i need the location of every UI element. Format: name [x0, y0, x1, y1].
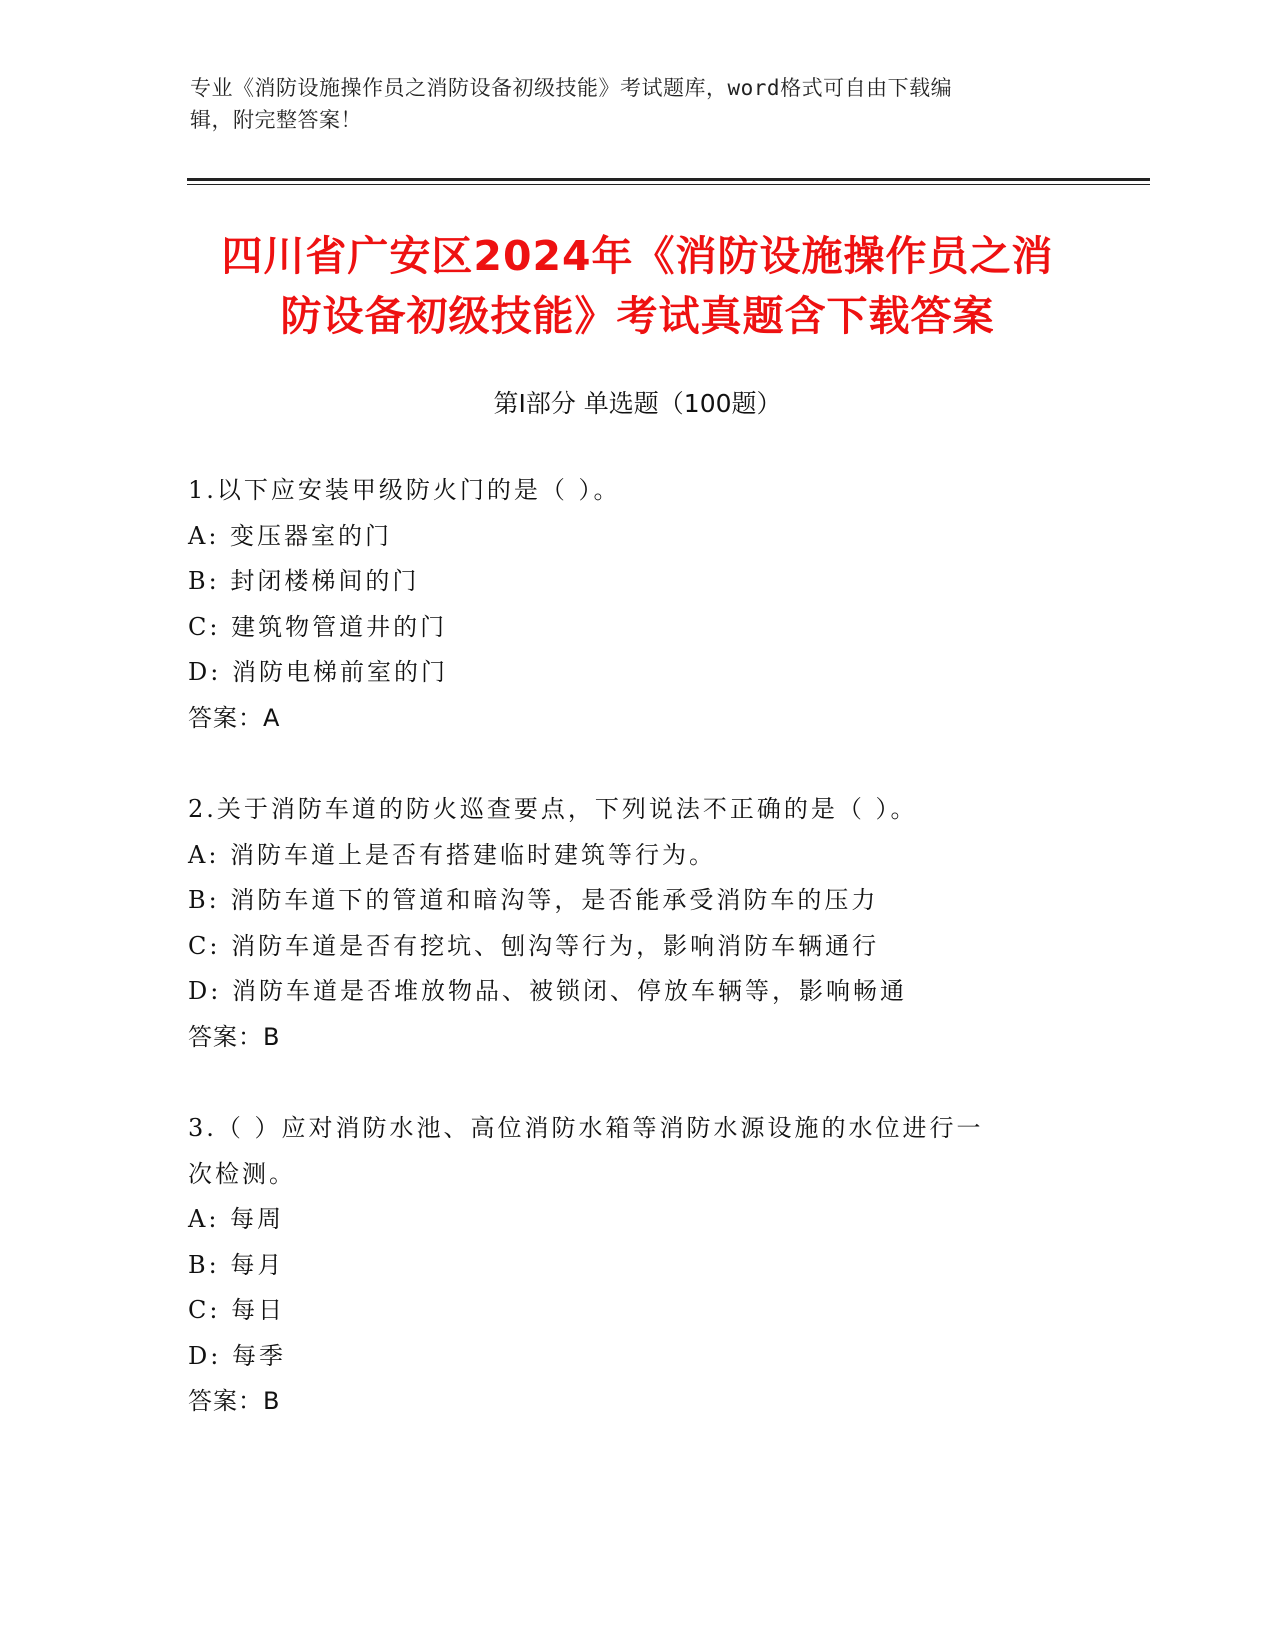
question-stem: 2.关于消防车道的防火巡查要点，下列说法不正确的是（ ）。: [188, 795, 918, 823]
header-rule-thick: [187, 178, 1150, 181]
option-a: A: 每周: [188, 1205, 285, 1233]
option-d: D: 消防电梯前室的门: [188, 658, 448, 686]
option-c: C: 每日: [188, 1296, 286, 1324]
option-b: B: 消防车道下的管道和暗沟等，是否能承受消防车的压力: [188, 886, 879, 914]
option-b: B: 每月: [188, 1250, 285, 1279]
question-stem-line-1: 3.（ ）应对消防水池、高位消防水箱等消防水源设施的水位进行一: [188, 1114, 984, 1142]
section-heading: 第I部分 单选题（100题）: [493, 389, 782, 418]
question-3: [188, 1106, 1068, 1425]
option-c: C: 消防车道是否有挖坑、刨沟等行为，影响消防车辆通行: [188, 931, 880, 960]
question-list: [188, 468, 1068, 1471]
document-title-line-2: 防设备初级技能》考试真题含下载答案: [280, 292, 995, 340]
question-1: [188, 468, 1068, 741]
answer-label: 答案：B: [188, 1022, 281, 1051]
header-note: [190, 72, 1070, 136]
option-d: D: 消防车道是否堆放物品、被锁闭、停放车辆等，影响畅通: [188, 977, 907, 1005]
header-note-line-1: 专业《消防设施操作员之消防设备初级技能》考试题库，word格式可自由下载编: [190, 76, 953, 100]
document-title-line-1: 四川省广安区2024年《消防设施操作员之消: [221, 232, 1054, 280]
option-b: B: 封闭楼梯间的门: [188, 567, 420, 595]
option-c: C: 建筑物管道井的门: [188, 612, 448, 641]
question-2: [188, 787, 1068, 1060]
answer-label: 答案：A: [188, 703, 281, 732]
option-a: A: 变压器室的门: [188, 521, 393, 550]
header-rule-thin: [187, 184, 1150, 185]
option-a: A: 消防车道上是否有搭建临时建筑等行为。: [188, 840, 717, 869]
option-d: D: 每季: [188, 1341, 286, 1370]
question-stem: 1.以下应安装甲级防火门的是（ ）。: [188, 476, 621, 504]
question-stem-line-2: 次检测。: [188, 1159, 296, 1188]
header-note-line-2: 辑，附完整答案！: [190, 108, 362, 132]
answer-label: 答案：B: [188, 1387, 281, 1415]
document-title: [160, 226, 1115, 346]
